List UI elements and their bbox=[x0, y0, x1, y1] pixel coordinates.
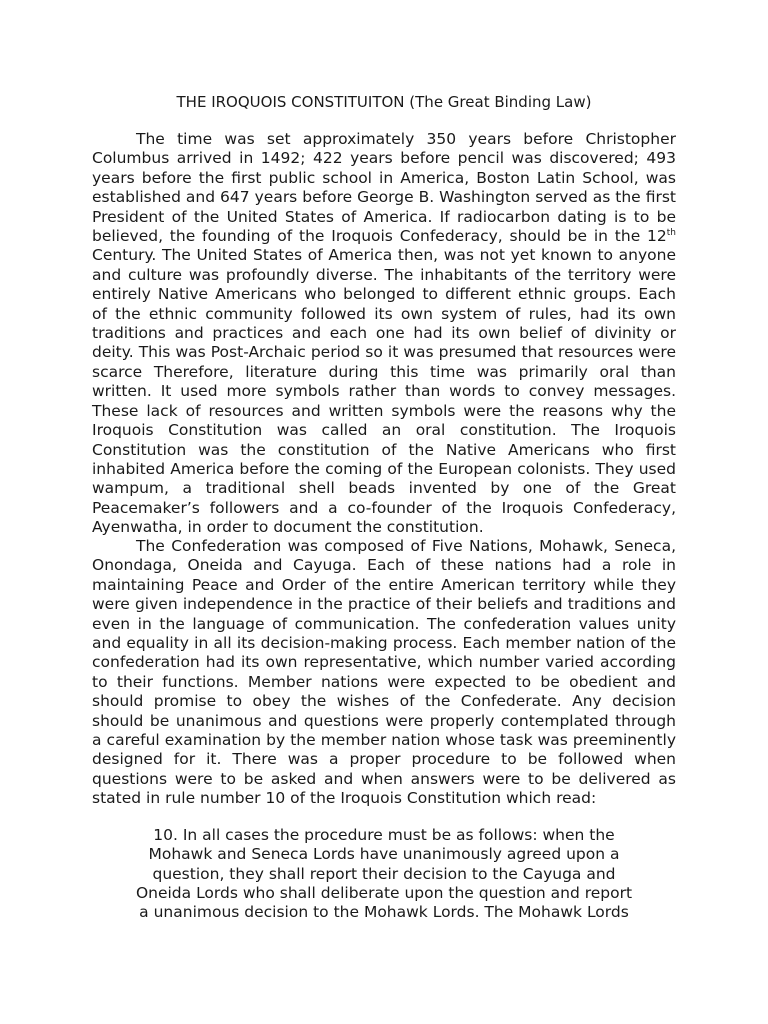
quote-line: Mohawk and Seneca Lords have unanimously agreed upon a bbox=[148, 845, 620, 864]
quote-line: a unanimous decision to the Mohawk Lords. The Mohawk Lords bbox=[139, 903, 629, 922]
quote-line: 10. In all cases the procedure must be as follows: when the bbox=[153, 826, 615, 844]
paragraph-intro-part2: Century. The United States of America then, was not yet known to anyone and culture was profoundly diverse. The inhabitants of the territory were entirely Native Americans who belonged to different ethnic groups. Each of the ethnic community followed its own system of rules, had its own traditions and practices and each one had its own belief of divinity or deity. This was Post-Archaic period so it was presumed that resources were scarce Therefore, literature during this time was primarily oral than written. It used more symbols rather than words to convey messages. These lack of resources and written symbols were the reasons why the Iroquois Constitution was called an oral constitution. The Iroquois Constitution was the constitution of the Native Americans who first inhabited America before the coming of the European colonists. They used wampum, a traditional shell beads invented by one of the Great Peacemaker’s followers and a co-founder of the Iroquois Confederacy, Ayenwatha, in order to document the constitution. bbox=[92, 246, 676, 537]
paragraph-intro bbox=[92, 130, 676, 538]
paragraph-intro-part1: The time was set approximately 350 years before Christopher Columbus arrived in 1492; 422 years before pencil was discovered; 493 years before the first public school in America, Boston Latin School, was established and 647 years before George B. Washington served as the first President of the United States of America. If radiocarbon dating is to be believed, the founding of the Iroquois Confederacy, should be in the 12 bbox=[92, 130, 676, 246]
quote-line: Oneida Lords who shall deliberate upon the question and report bbox=[135, 883, 633, 902]
paragraph-confederation: The Confederation was composed of Five Nations, Mohawk, Seneca, Onondaga, Oneida and Cayuga. Each of these nations had a role in maintaining Peace and Order of the entire American territory while they were given independence in the practice of their beliefs and traditions and even in the language of communication. The confederation values unity and equality in all its decision-making process. Each member nation of the confederation had its own representative, which number varied according to their functions. Member nations were expected to be obedient and should promise to obey the wishes of the Confederate. Any decision should be unanimous and questions were properly contemplated through a careful examination by the member nation whose task was preeminently designed for it. There was a proper procedure to be followed when questions were to be asked and when answers were to be delivered as stated in rule number 10 of the Iroquois Constitution which read: bbox=[92, 537, 676, 808]
block-quote-rule-10 bbox=[120, 826, 648, 922]
ordinal-superscript: th bbox=[666, 228, 676, 239]
quote-line: question, they shall report their decision to the Cayuga and bbox=[152, 864, 616, 883]
document-title: THE IROQUOIS CONSTITUITON (The Great Binding Law) bbox=[176, 93, 592, 111]
